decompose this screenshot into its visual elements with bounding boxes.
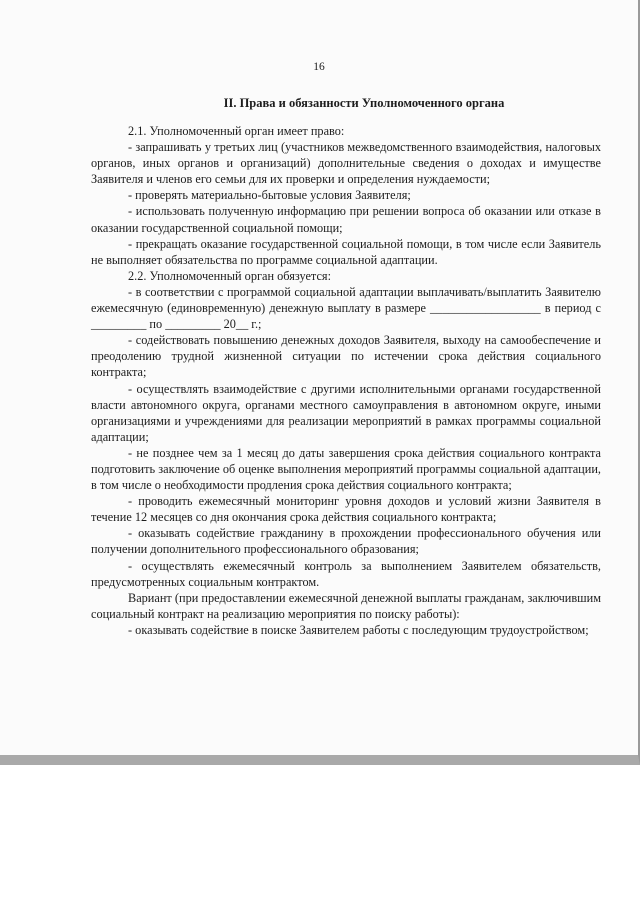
paragraph: - оказывать содействие в поиске Заявителем работы с последующим трудоустройством; xyxy=(128,622,589,637)
page-number: 16 xyxy=(313,61,325,73)
paragraph: - проводить ежемесячный мониторинг уровня доходов и условий жизни Заявителя в течение 12 месяцев со дня окончания срока действия социального контракта; xyxy=(91,494,601,525)
paragraph: - осуществлять взаимодействие с другими исполнительными органами государственной власти автономного округа, органами местного самоуправления в автономном округе, иными организациями и учреждениями для реализации мероприятий в рамках программы социальной адаптации; xyxy=(91,381,601,444)
section-heading: II. Права и обязанности Уполномоченного органа xyxy=(223,96,505,110)
document-body xyxy=(91,123,601,638)
paragraph: - не позднее чем за 1 месяц до даты завершения срока действия социального контракта подготовить заключение об оценке выполнения мероприятий программы социальной адаптации, в том числе о необходимости продления срока действия социального контракта; xyxy=(91,445,601,493)
paragraph: 2.1. Уполномоченный орган имеет право: xyxy=(128,124,345,138)
paragraph: - оказывать содействие гражданину в прохождении профессионального обучения или получении дополнительного профессионального образования; xyxy=(91,526,601,557)
paragraph: 2.2. Уполномоченный орган обязуется: xyxy=(128,268,331,283)
paragraph: Вариант (при предоставлении ежемесячной денежной выплаты гражданам, заключившим социальный контракт на реализацию мероприятия по поиску работы): xyxy=(91,590,601,621)
paragraph: - прекращать оказание государственной социальной помощи, в том числе если Заявитель не выполняет обязательства по программе социальной адаптации. xyxy=(91,236,601,267)
paragraph: - в соответствии с программой социальной адаптации выплачивать/выплатить Заявителю ежемесячную (единовременную) денежную выплату в размере __________________ в период с _________ по _________ 20__ г.; xyxy=(91,284,601,332)
paragraph: - запрашивать у третьих лиц (участников межведомственного взаимодействия, налоговых органов, иных органов и организаций) дополнительные сведения о доходах и имуществе Заявителя и членов его семьи для их проверки и определения нуждаемости; xyxy=(91,140,601,187)
paragraph: - осуществлять ежемесячный контроль за выполнением Заявителем обязательств, предусмотренных социальным контрактом. xyxy=(91,558,601,589)
paragraph: - содействовать повышению денежных доходов Заявителя, выходу на самообеспечение и преодолению трудной жизненной ситуации по истечении срока действия социального контракта; xyxy=(91,333,601,380)
paragraph: - проверять материально-бытовые условия Заявителя; xyxy=(128,188,411,203)
paragraph: - использовать полученную информацию при решении вопроса об оказании или отказе в оказании государственной социальной помощи; xyxy=(91,204,601,235)
